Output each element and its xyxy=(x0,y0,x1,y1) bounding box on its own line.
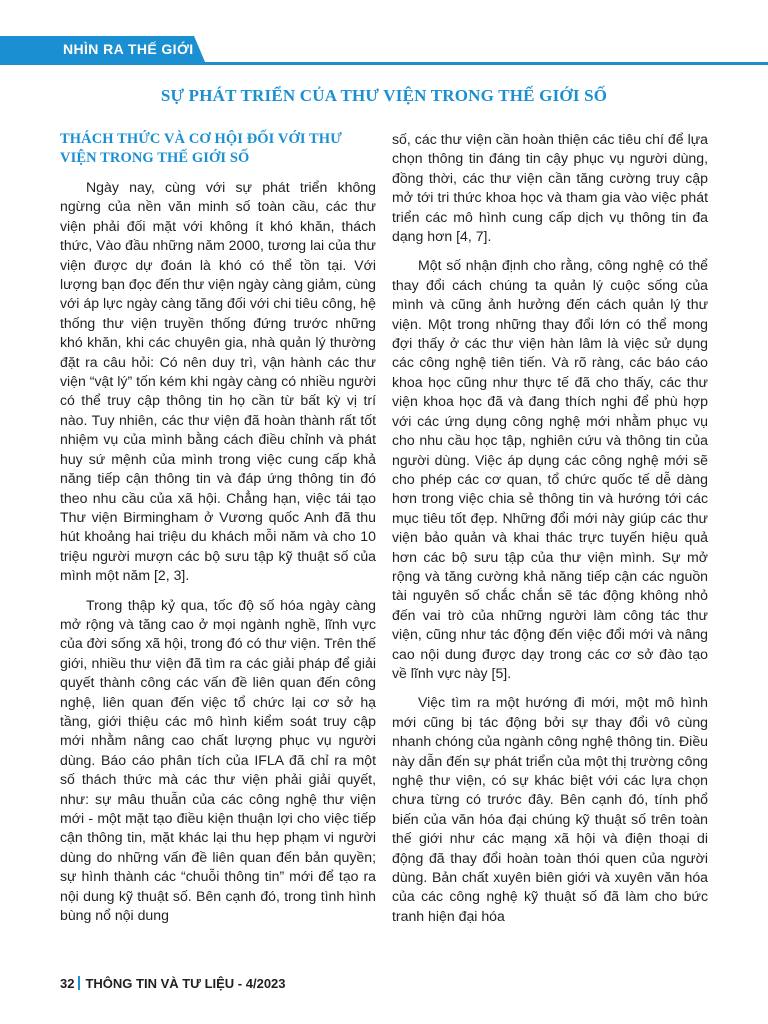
paragraph: số, các thư viện cần hoàn thiện các tiêu chí để lựa chọn thông tin đáng tin cậy phục vụ người dùng, đồng thời, các thư viện cần tăng cường truy cập mở tới tri thức khoa học và tham gia vào việc phát triển các mô hình cung cấp dịch vụ thông tin đa dạng hơn [4, 7]. xyxy=(392,131,708,245)
section-label: NHÌN RA THẾ GIỚI xyxy=(63,41,194,57)
publication-name: THÔNG TIN VÀ TƯ LIỆU - 4/2023 xyxy=(85,976,286,991)
paragraph: Trong thập kỷ qua, tốc độ số hóa ngày càng mở rộng và tăng cao ở mọi ngành nghề, lĩnh vực của đời sống xã hội, trong đó có thư viện. Trên thế giới, nhiều thư viện đã tìm ra các giải pháp để giải quyết thành công các vấn đề liên quan đến công nghệ, liên quan đến việc tổ chức lại cơ sở hạ tầng, giới thiệu các mô hình kiểm soát truy cập mới nhằm nâng cao chất lượng phục vụ người dùng. Báo cáo phân tích của IFLA đã chỉ ra một số thách thức mà các thư viện phải giải quyết, như: sự mâu thuẫn của các công nghệ thư viện mới - một mặt tạo điều kiện thuận lợi cho việc tiếp cận thông tin, mặt khác lại thu hẹp phạm vi người dùng do những vấn đề liên quan đến bản quyền; sự hình thành các “chuỗi thông tin” mới để tạo ra nội dung kỹ thuật số. Bên cạnh đó, trong tình hình bùng nổ nội dung xyxy=(60,596,376,924)
footer-separator xyxy=(78,976,80,990)
right-column xyxy=(392,130,708,936)
banner-rule xyxy=(0,62,768,65)
paragraph: Ngày nay, cùng với sự phát triển không ngừng của nền văn minh số toàn cầu, các thư viện phải đối mặt với không ít khó khăn, thách thức, Vào đầu những năm 2000, tương lai của thư viện được dự đoán là khó có thể tồn tại. Với lượng bạn đọc đến thư viện ngày càng giảm, cùng với áp lực ngày càng tăng đối với chi tiêu công, hệ thống thư viện truyền thống đứng trước những khó khăn, khi các chuyên gia, nhà quản lý thường đặt ra câu hỏi: Có nên duy trì, vận hành các thư viện “vật lý” tốn kém khi ngày càng có nhiều người có thể truy cập thông tin họ cần từ bất kỳ vị trí nào. Tuy nhiên, các thư viện đã hoàn thành rất tốt nhiệm vụ của mình bằng cách điều chỉnh và phát huy sứ mệnh của mình trong việc cung cấp khả năng tiếp cận thông tin và đáp ứng thông tin đó theo nhu cầu của xã hội. Chẳng hạn, việc tái tạo Thư viện Birmingham ở Vương quốc Anh đã thu hút khoảng hai triệu du khách mỗi năm và cho 10 triệu người mượn các bộ sưu tập kỹ thuật số của mình một năm [2, 3]. xyxy=(60,179,376,584)
paragraph: Một số nhận định cho rằng, công nghệ có thể thay đổi cách chúng ta quản lý cuộc sống của mình và cũng ảnh hưởng đến cách quản lý thư viện. Một trong những thay đổi lớn có thể mong đợi thấy ở các thư viện hàn lâm là việc sử dụng các công nghệ tiên tiến. Và rõ ràng, các báo cáo khoa học cũng như thực tế đã cho thấy, các thư viện khoa học đã và đang thích nghi để phù hợp với các ứng dụng công nghệ mới nhằm phục vụ cho nhu cầu học tập, nghiên cứu và thông tin của người dùng. Việc áp dụng các công nghệ mới sẽ cho phép các cơ quan, tổ chức quốc tế dễ dàng hơn trong việc chia sẻ thông tin và hướng tới các mục tiêu tốt đẹp. Những đổi mới này giúp các thư viện bảo quản và khai thác trực tuyến hiệu quả hơn các bộ sưu tập của thư viện mình. Sự mở rộng và tăng cường khả năng tiếp cận các nguồn tài nguyên số chắc chắn sẽ tác động không nhỏ đến vai trò của những người làm công tác thư viện, cũng như tác động đến việc đổi mới và nâng cao nội dung được dạy trong các cơ sở đào tạo về lĩnh vực này [5]. xyxy=(392,257,708,681)
page-footer xyxy=(60,976,286,991)
section-banner xyxy=(0,36,768,66)
section-heading: THÁCH THỨC VÀ CƠ HỘI ĐỐI VỚI THƯ VIỆN TRONG THẾ GIỚI SỐ xyxy=(60,131,342,166)
paragraph: Việc tìm ra một hướng đi mới, một mô hình mới cũng bị tác động bởi sự thay đổi vô cùng nhanh chóng của ngành công nghệ thông tin. Điều này dẫn đến sự phát triển của một thị trường công nghệ thư viện, có sự khác biệt với các lựa chọn chưa từng có trước đây. Bên cạnh đó, tính phổ biến của văn hóa đại chúng kỹ thuật số trên toàn thế giới như các mạng xã hội và điện thoại di động đã thay đổi hoàn toàn thói quen của người dùng. Bản chất xuyên biên giới và xuyên văn hóa của các công nghệ kỹ thuật số đã làm cho bức tranh hiện đại hóa xyxy=(392,694,708,924)
article-title: SỰ PHÁT TRIỂN CỦA THƯ VIỆN TRONG THẾ GIỚI SỐ xyxy=(160,86,608,105)
page-number: 32 xyxy=(60,976,75,991)
left-column xyxy=(60,130,376,935)
